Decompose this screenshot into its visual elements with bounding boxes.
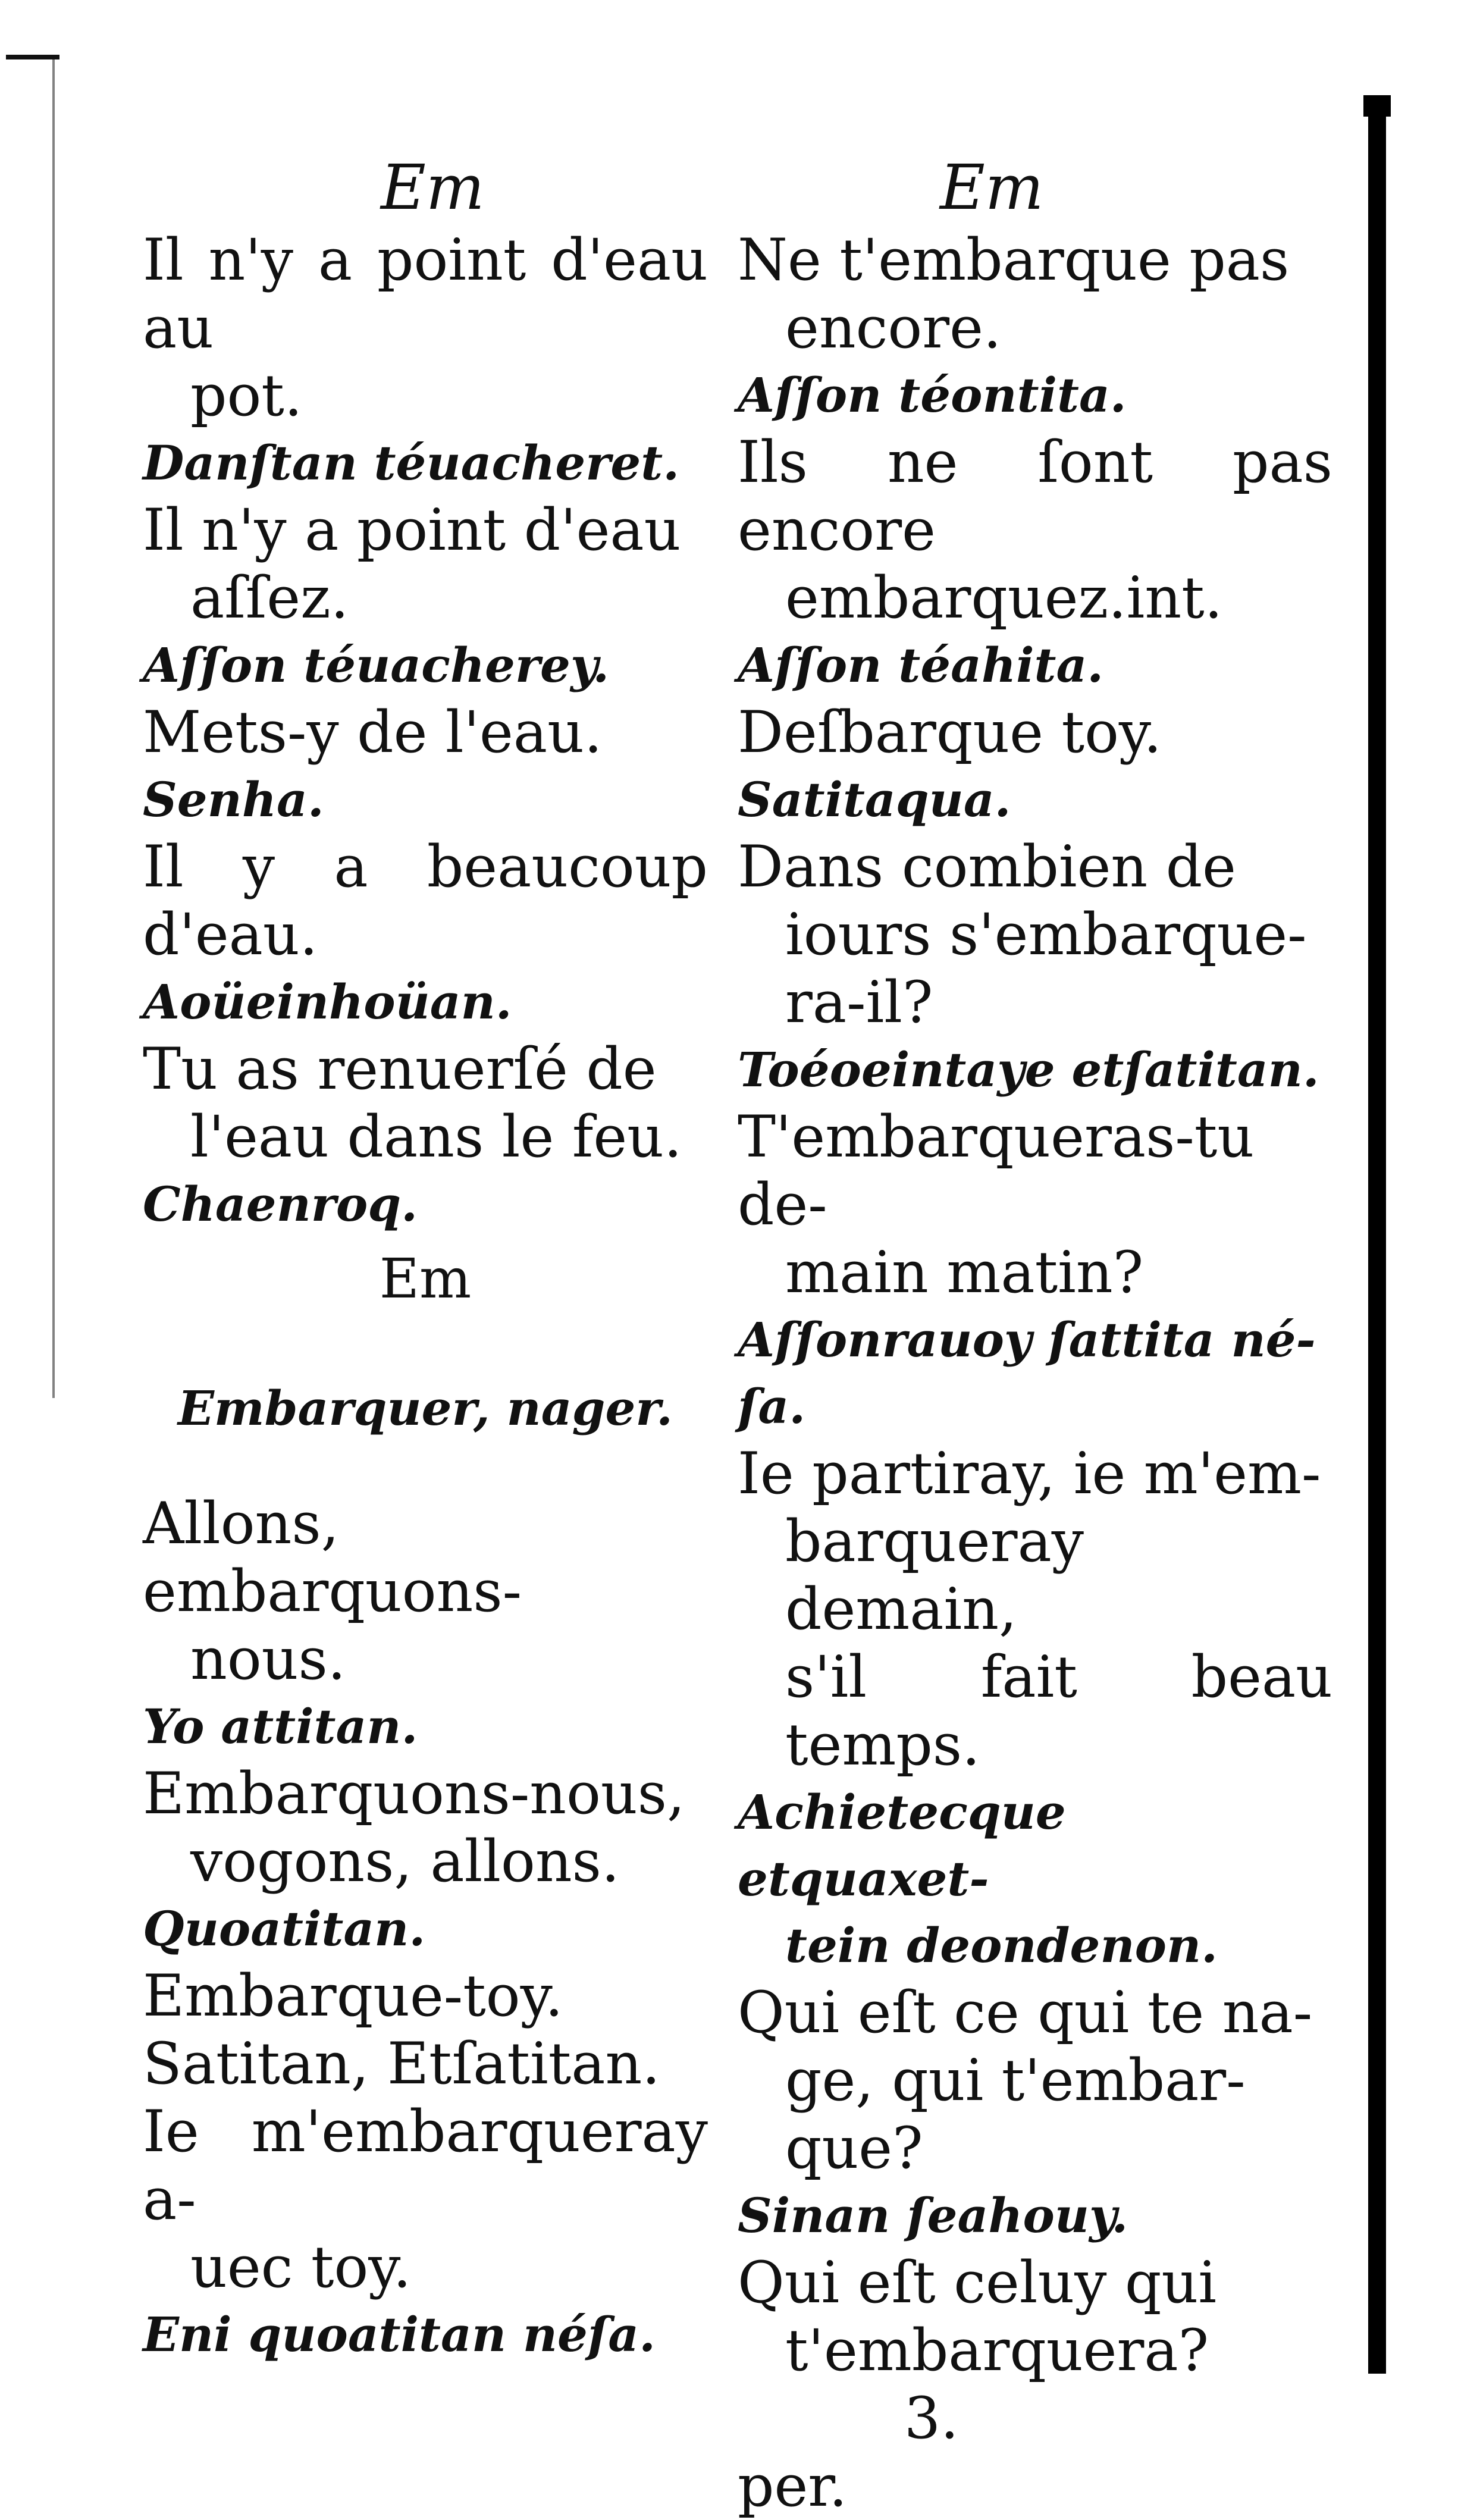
entry (143, 1490, 708, 1760)
french-line: Embarque-toy. (143, 1963, 563, 2029)
entry (143, 2030, 708, 2098)
french-line: ge, qui t'embar- (785, 2047, 1246, 2114)
huron-phrase: Aoüeinhoüan. (143, 974, 512, 1030)
french-line: embarquez.int. (785, 565, 1223, 631)
huron-phrase: tein deondenon. (785, 1917, 1218, 1973)
entry (143, 1962, 708, 2030)
french-phrase (738, 698, 1332, 766)
catchword: per. (738, 2453, 848, 2519)
french-line: l'eau dans le feu. (190, 1104, 682, 1170)
french-line: Ils ne ſont pas encore (738, 429, 1332, 563)
huron-phrase: Senha. (143, 772, 324, 828)
section-title: Em (379, 1247, 472, 1311)
french-phrase (738, 1979, 1332, 2182)
signature-mark: 3. (904, 2385, 959, 2452)
huron-phrase: Aſſon téuacherey. (143, 637, 610, 693)
entry (738, 1103, 1332, 1440)
french-phrase (143, 1962, 708, 2030)
entry (738, 226, 1332, 428)
french-line: Ie m'embarqueray a- (143, 2098, 708, 2233)
section-subtitle: Embarquer, nager. (177, 1380, 673, 1436)
french-line: Dans combien de (738, 833, 1236, 900)
huron-phrase: Achietecque etquaxet- (738, 1784, 1066, 1907)
french-phrase (738, 1440, 1332, 1779)
huron-phrase: Satitaqua. (738, 772, 1011, 828)
french-phrase (143, 1490, 708, 1693)
right-column (738, 149, 1332, 2520)
entry (738, 1440, 1332, 1979)
french-line: pot. (190, 362, 303, 429)
french-line: Embarquons-nous, (143, 1760, 685, 1827)
french-phrase (143, 2030, 708, 2098)
french-phrase (738, 1103, 1332, 1306)
french-line: ra-il? (785, 969, 933, 1036)
huron-phrase: Eni quoatitan néſa. (143, 2306, 656, 2362)
entry (143, 1035, 708, 1237)
french-line: encore. (785, 294, 1002, 361)
french-line: vogons, allons. (190, 1828, 620, 1895)
french-phrase (143, 1035, 708, 1171)
huron-phrase: Aſſon téahita. (738, 637, 1104, 693)
french-line: main matin? (785, 1239, 1144, 1306)
huron-phrase: Yo attitan. (143, 1698, 418, 1754)
french-line: Qui eſt ce qui te na- (738, 1979, 1313, 2046)
french-line: nous. (190, 1626, 346, 1692)
french-line: uec toy. (190, 2234, 412, 2300)
french-phrase (143, 833, 708, 968)
huron-phrase: Toéoeintaye etſatitan. (738, 1042, 1319, 1098)
entry (738, 1979, 1332, 2249)
entry (143, 496, 708, 698)
french-line: Tu as renuerſé de (143, 1036, 657, 1102)
french-line-text: t'embarquera? (785, 2317, 1209, 2384)
french-line: Ne t'embarque pas (738, 227, 1290, 293)
french-line: que? (785, 2115, 923, 2182)
french-phrase (143, 2098, 708, 2301)
huron-phrase: Aſſonrauoy ſattita né- (738, 1312, 1316, 1368)
scan-artifact-left-tick (6, 55, 59, 59)
entry (738, 698, 1332, 833)
french-line: s'il fait beau temps. (785, 1644, 1332, 1778)
french-phrase (143, 698, 708, 766)
french-phrase (143, 226, 708, 430)
left-column (143, 149, 708, 2368)
entry (738, 2249, 1332, 2452)
entry (143, 226, 708, 496)
french-line: iours s'embarque- (785, 901, 1307, 968)
french-line: Satitan, Etſatitan. (143, 2030, 660, 2097)
french-phrase (738, 833, 1332, 1036)
scan-artifact-left-rule (52, 59, 55, 1398)
huron-phrase: Quoatitan. (143, 1901, 426, 1957)
french-line: Il n'y a point d'eau (143, 497, 681, 563)
french-line: Mets-y de l'eau. (143, 699, 603, 766)
huron-phrase: Sinan ſeahouy. (738, 2187, 1128, 2243)
french-line: barqueray demain, (785, 1508, 1084, 1643)
french-line: Deſbarque toy. (738, 699, 1162, 766)
entry (143, 833, 708, 1035)
french-line: Allons, embarquons- (143, 1490, 522, 1625)
french-line (738, 2317, 1332, 2452)
french-line: Qui eſt celuy qui (738, 2249, 1217, 2316)
left-column-header: Em (381, 151, 485, 224)
french-line: aſſez. (190, 565, 349, 631)
french-phrase (143, 1760, 708, 1895)
entry (143, 1760, 708, 1962)
huron-phrase: Aſſon téontita. (738, 367, 1127, 423)
scan-artifact-right-bar (1368, 113, 1386, 2374)
entry (738, 428, 1332, 698)
right-column-header: Em (940, 151, 1044, 224)
huron-phrase: ſa. (738, 1378, 806, 1434)
french-phrase (738, 428, 1332, 632)
huron-phrase: Danſtan téuacheret. (143, 435, 680, 491)
french-phrase (738, 2249, 1332, 2452)
entry (143, 2098, 708, 2368)
french-phrase (143, 496, 708, 632)
french-line: Il y a beaucoup d'eau. (143, 833, 708, 968)
entry (738, 833, 1332, 1103)
french-phrase (738, 226, 1332, 362)
french-line: Il n'y a point d'eau au (143, 227, 708, 361)
huron-phrase: Chaenroq. (143, 1176, 418, 1232)
french-line: Ie partiray, ie m'em- (738, 1440, 1321, 1507)
french-line: T'embarqueras-tu de- (738, 1104, 1255, 1238)
entry (143, 698, 708, 833)
